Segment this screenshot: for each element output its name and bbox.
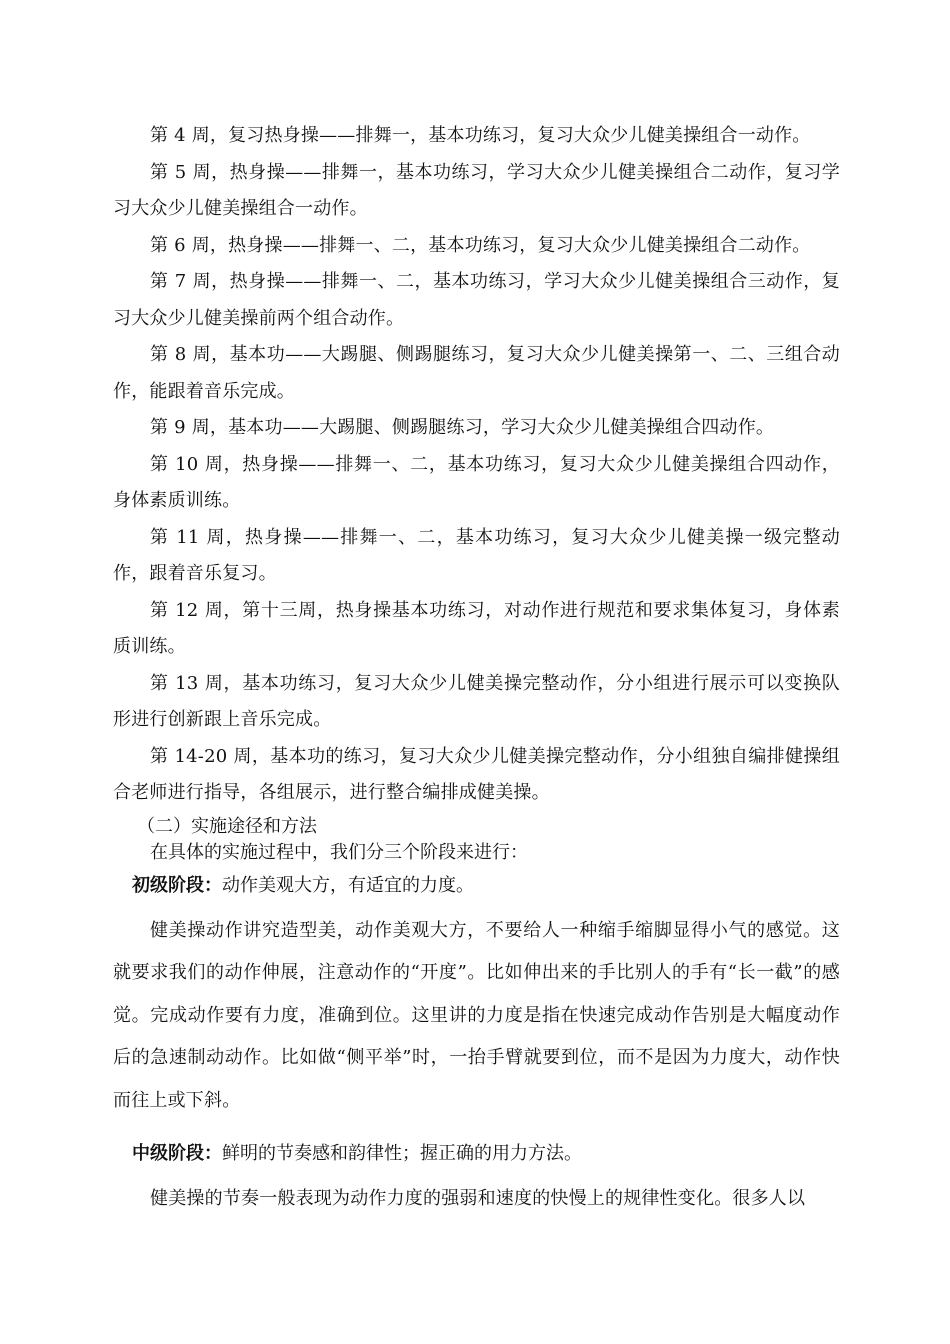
week-6-paragraph: 第 6 周，热身操——排舞一、二，基本功练习，复习大众少儿健美操组合二动作。: [150, 234, 811, 256]
week-7-paragraph: 第 7 周，热身操——排舞一、二，基本功练习，学习大众少儿健美操组合三动作，复习大众少儿健美操前两个组合动作。: [113, 271, 840, 329]
week-14-20-paragraph: 第 14-20 周，基本功的练习，复习大众少儿健美操完整动作，分小组独自编排健操组合老师进行指导，各组展示，进行整合编排成健美操。: [113, 745, 840, 803]
stage-1-heading: [113, 866, 840, 906]
section-intro: 在具体的实施过程中，我们分三个阶段来进行：: [150, 841, 528, 863]
week-8-paragraph: 第 8 周，基本功——大踢腿、侧踢腿练习，复习大众少儿健美操第一、二、三组合动作，能跟着音乐完成。: [113, 344, 840, 402]
section-heading: （二）实施途径和方法: [137, 815, 317, 837]
stage-2-text: 鲜明的节奏感和韵律性；握正确的用力方法。: [222, 1143, 582, 1164]
week-5-paragraph: 第 5 周，热身操——排舞一，基本功练习，学习大众少儿健美操组合二动作，复习学习大众少儿健美操组合一动作。: [113, 161, 840, 219]
weekly-plan-list: [113, 118, 840, 812]
stage-1-text: 动作美观大方，有适宜的力度。: [222, 874, 474, 896]
stage-1-body: [113, 910, 840, 1123]
stage-1-label: 初级阶段：: [132, 874, 222, 896]
stage-1-paragraph: 健美操动作讲究造型美，动作美观大方，不要给人一种缩手缩脚显得小气的感觉。这就要求我们的动作伸展，注意动作的“开度”。比如伸出来的手比别人的手有“长一截”的感觉。完成动作要有力度，准确到位。这里讲的力度是指在快速完成动作告别是大幅度动作后的急速制动动作。比如做“侧平举”时，一抬手臂就要到位，而不是因为力度大，动作快而往上或下斜。: [113, 919, 840, 1111]
stage-2-label: 中级阶段：: [132, 1143, 222, 1164]
week-13-paragraph: 第 13 周，基本功练习，复习大众少儿健美操完整动作，分小组进行展示可以变换队形进行创新跟上音乐完成。: [113, 672, 840, 730]
week-11-paragraph: 第 11 周，热身操——排舞一、二，基本功练习，复习大众少儿健美操一级完整动作，跟着音乐复习。: [113, 526, 840, 584]
stage-2-heading: [113, 1134, 840, 1174]
week-10-paragraph: 第 10 周，热身操——排舞一、二，基本功练习，复习大众少儿健美操组合四动作，身体素质训练。: [113, 453, 840, 511]
week-4-paragraph: 第 4 周，复习热身操——排舞一，基本功练习，复习大众少儿健美操组合一动作。: [150, 125, 811, 146]
week-9-paragraph: 第 9 周，基本功——大踢腿、侧踢腿练习，学习大众少儿健美操组合四动作。: [150, 417, 775, 438]
document-body: [113, 118, 840, 1221]
stage-2-paragraph: 健美操的节奏一般表现为动作力度的强弱和速度的快慢上的规律性变化。很多人以: [150, 1188, 806, 1209]
week-12-paragraph: 第 12 周，第十三周，热身操基本功练习，对动作进行规范和要求集体复习，身体素质训练。: [113, 599, 840, 657]
stage-2-body: [113, 1178, 840, 1221]
